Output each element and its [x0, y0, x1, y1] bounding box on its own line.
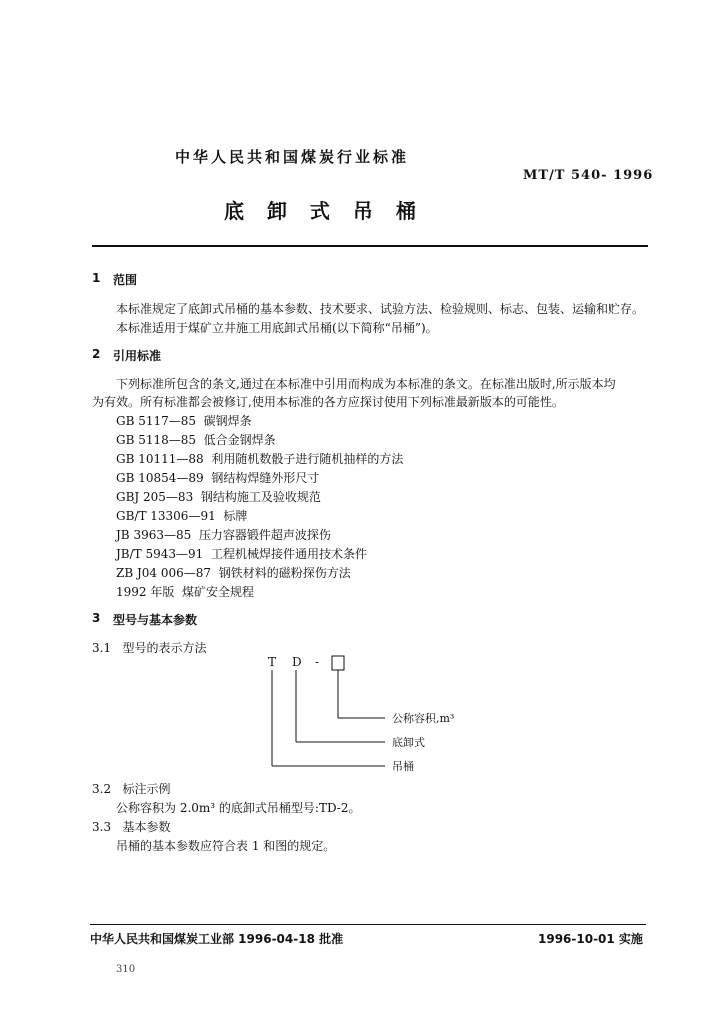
reference-name: 碳钢焊条 [203, 414, 252, 428]
diagram-label-type: 底卸式 [392, 736, 425, 749]
section-2-number: 2 [92, 347, 101, 361]
reference-item [116, 450, 403, 467]
reference-code: JB/T 5943—91 [116, 547, 204, 561]
diagram-label-bucket: 吊桶 [392, 760, 414, 773]
section-1-para-1: 本标准规定了底卸式吊桶的基本参数、技术要求、试验方法、检验规则、标志、包装、运输和贮存。 [116, 302, 645, 316]
reference-item [116, 564, 351, 581]
subsection-3-2 [92, 780, 171, 797]
footer-rule [90, 924, 646, 925]
reference-item [116, 526, 331, 543]
standard-code: MT/T 540- 1996 [523, 168, 654, 183]
section-1-title: 范围 [113, 273, 138, 287]
reference-item [116, 488, 321, 505]
section-3-number: 3 [92, 611, 101, 625]
reference-item [116, 583, 254, 600]
reference-name: 利用随机数骰子进行随机抽样的方法 [211, 452, 404, 466]
subsection-3-1 [92, 639, 207, 656]
reference-code: 1992 年版 [116, 585, 175, 599]
reference-name: 煤矿安全规程 [182, 585, 255, 599]
diagram-letter-d: D [292, 655, 302, 669]
section-2-title: 引用标准 [113, 349, 162, 363]
section-1-number: 1 [92, 271, 101, 285]
reference-item [116, 507, 247, 524]
reference-name: 标牌 [223, 509, 248, 523]
section-3-title: 型号与基本参数 [113, 613, 198, 627]
reference-code: GBJ 205—83 [116, 490, 194, 504]
diagram-letter-t: T [268, 655, 277, 669]
reference-item [116, 469, 319, 486]
reference-item [116, 545, 367, 562]
reference-item [116, 412, 252, 429]
reference-item [116, 431, 276, 448]
reference-name: 钢铁材料的磁粉探伤方法 [218, 566, 351, 580]
subsection-title: 基本参数 [122, 820, 171, 834]
page-number: 310 [116, 964, 136, 975]
reference-name: 钢结构焊缝外形尺寸 [211, 471, 320, 485]
approval-date: 中华人民共和国煤炭工业部 1996-04-18 批准 [90, 932, 344, 946]
subsection-title: 型号的表示方法 [122, 641, 207, 655]
reference-code: GB/T 13306—91 [116, 509, 216, 523]
subsection-number: 3.2 [92, 782, 112, 796]
diagram-leader-lines [260, 650, 400, 775]
subsection-number: 3.3 [92, 820, 112, 834]
reference-name: 钢结构施工及验收规范 [200, 490, 321, 504]
reference-code: ZB J04 006—87 [116, 566, 212, 580]
section-2-intro-line-2: 为有效。所有标准都会被修订,使用本标准的各方应探讨使用下列标准最新版本的可能性。 [92, 395, 564, 409]
reference-code: JB 3963—85 [116, 528, 192, 542]
document-title: 底 卸 式 吊 桶 [224, 199, 416, 223]
reference-name: 工程机械焊接件通用技术条件 [210, 547, 367, 561]
subsection-3-3 [92, 818, 171, 835]
reference-code: GB 10111—88 [116, 452, 204, 466]
reference-name: 压力容器锻件超声波探伤 [198, 528, 331, 542]
subsection-number: 3.1 [92, 641, 112, 655]
diagram-label-capacity: 公称容积,m³ [392, 712, 455, 725]
implementation-date: 1996-10-01 实施 [538, 932, 643, 946]
reference-code: GB 5117—85 [116, 414, 197, 428]
section-1-para-2: 本标准适用于煤矿立井施工用底卸式吊桶(以下简称“吊桶”)。 [116, 321, 438, 335]
subsection-3-3-text: 吊桶的基本参数应符合表 1 和图的规定。 [116, 839, 336, 853]
header-rule [92, 245, 648, 247]
standard-organization: 中华人民共和国煤炭行业标准 [175, 148, 410, 166]
reference-code: GB 5118—85 [116, 433, 197, 447]
capacity-placeholder-box [332, 656, 344, 670]
diagram-hyphen: - [315, 655, 320, 669]
reference-code: GB 10854—89 [116, 471, 204, 485]
section-2-intro-line-1: 下列标准所包含的条文,通过在本标准中引用而构成为本标准的条文。在标准出版时,所示版本均 [116, 377, 616, 391]
subsection-3-2-text: 公称容积为 2.0m³ 的底卸式吊桶型号:TD-2。 [116, 801, 361, 815]
subsection-title: 标注示例 [122, 782, 171, 796]
reference-name: 低合金钢焊条 [203, 433, 276, 447]
